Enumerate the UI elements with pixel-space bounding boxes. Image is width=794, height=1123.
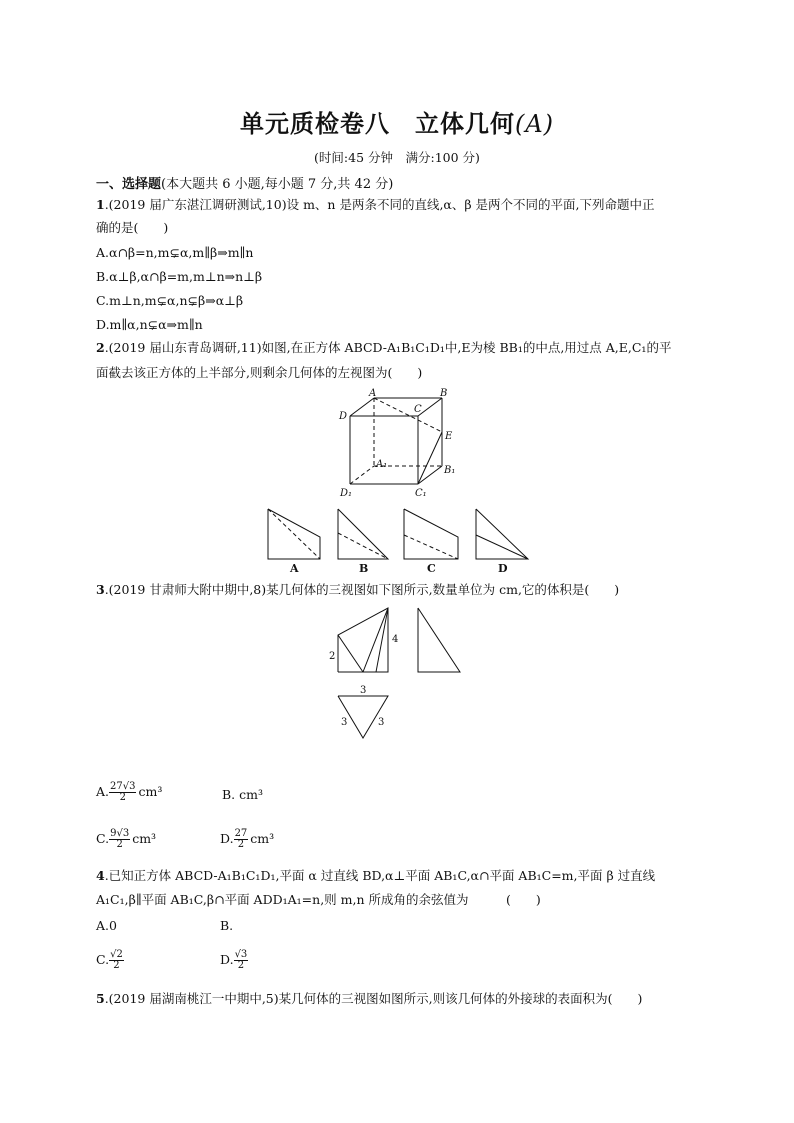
q4-c-den: 2 — [113, 960, 120, 971]
q3-d-label: D. — [220, 831, 234, 846]
q3-a-unit: cm³ — [138, 784, 163, 799]
title-main: 单元质检卷八 立体几何 — [239, 110, 515, 138]
dim-left: 3 — [341, 717, 348, 728]
choice-b-label: B — [359, 562, 369, 575]
choice-c-shape[interactable] — [404, 509, 458, 559]
q3-c-fraction — [109, 829, 130, 850]
q3-option-b[interactable]: B. cm³ — [222, 787, 263, 802]
q4-option-d[interactable] — [220, 950, 250, 971]
choice-b-shape[interactable] — [338, 509, 388, 559]
cube-figure — [336, 386, 466, 502]
q4-option-b[interactable]: B. — [220, 918, 234, 933]
cube-label-e: E — [445, 431, 453, 442]
choice-a-label: A — [290, 562, 299, 575]
q3-a-den: 2 — [119, 792, 126, 803]
q4-d-den: 2 — [237, 960, 245, 971]
q3-c-num: 9√3 — [110, 828, 130, 839]
cube-label-a: A — [369, 388, 377, 399]
q3-text: .(2019 甘肃师大附中期中,8)某几何体的三视图如下图所示,数量单位为 cm,它的体积是( ) — [104, 582, 620, 597]
q3-option-a[interactable] — [96, 782, 162, 803]
q1-line2: 确的是( ) — [96, 220, 169, 235]
three-view-figure — [326, 600, 466, 745]
q5-number: 5 — [96, 991, 105, 1006]
exam-subtitle: (时间:45 分钟 满分:100 分) — [314, 150, 480, 165]
q1-option-a[interactable]: A.α∩β=n,m⊊α,m∥β⇒m∥n — [96, 245, 254, 260]
q2-number: 2 — [96, 340, 105, 355]
section-heading — [96, 173, 393, 192]
choice-d-shape[interactable] — [476, 509, 528, 559]
q2-line2: 面截去该正方体的上半部分,则剩余几何体的左视图为( ) — [96, 365, 423, 380]
q3-c-label: C. — [96, 831, 110, 846]
section-head: 一、选择题 — [96, 177, 162, 192]
cube-label-d1: D₁ — [340, 488, 353, 499]
q3-d-unit: cm³ — [250, 831, 275, 846]
q3-line1 — [96, 581, 619, 599]
q4-d-label: D. — [220, 952, 234, 967]
q4-line2: A₁C₁,β∥平面 AB₁C,β∩平面 ADD₁A₁=n,则 m,n 所成角的余弦值为 ( ) — [96, 892, 541, 907]
q4-c-num: √2 — [110, 949, 123, 960]
q3-d-num: 27 — [234, 828, 248, 839]
q4-text: .已知正方体 ABCD-A₁B₁C₁D₁,平面 α 过直线 BD,α⊥平面 AB₁C,α∩平面 AB₁C=m,平面 β 过直线 — [104, 868, 656, 883]
title-suffix: (A) — [514, 110, 555, 138]
q4-d-fraction — [234, 950, 249, 971]
cube-label-b1: B₁ — [444, 465, 456, 476]
q2-text: .(2019 届山东青岛调研,11)如图,在正方体 ABCD-A₁B₁C₁D₁中,E为棱 BB₁的中点,用过点 A,E,C₁的平 — [104, 340, 672, 355]
q1-text: .(2019 届广东湛江调研测试,10)设 m、n 是两条不同的直线,α、β 是两个不同的平面,下列命题中正 — [104, 197, 655, 212]
q1-option-c[interactable]: C.m⊥n,m⊊α,n⊊β⇒α⊥β — [96, 293, 244, 308]
q4-c-fraction — [109, 950, 124, 971]
dim-front-left: 2 — [329, 651, 336, 662]
q5-text: .(2019 届湖南桃江一中期中,5)某几何体的三视图如图所示,则该几何体的外接球的表面积为( ) — [104, 991, 643, 1006]
cube-label-c: C — [414, 404, 422, 415]
q1-option-d[interactable]: D.m∥α,n⊊α⇒m∥n — [96, 317, 203, 332]
q3-a-label: A. — [96, 784, 110, 799]
q4-option-c[interactable] — [96, 950, 126, 971]
choice-a-shape[interactable] — [268, 509, 320, 559]
q3-option-c[interactable] — [96, 829, 156, 850]
cube-label-b: B — [440, 388, 448, 399]
dim-right: 3 — [378, 717, 385, 728]
cube-label-c1: C₁ — [415, 488, 427, 499]
q2-choices-figure — [260, 505, 540, 575]
page-title — [0, 104, 794, 139]
q1-number: 1 — [96, 197, 105, 212]
q1-line1 — [96, 196, 655, 214]
q4-number: 4 — [96, 868, 105, 883]
q3-c-den: 2 — [116, 839, 123, 850]
q4-c-label: C. — [96, 952, 110, 967]
dim-front-right: 4 — [392, 634, 399, 645]
q4-d-num: √3 — [234, 949, 248, 960]
q3-d-den: 2 — [237, 839, 245, 850]
q4-line1 — [96, 867, 655, 885]
q5-line1 — [96, 990, 642, 1008]
q1-option-b[interactable]: B.α⊥β,α∩β=m,m⊥n⇒n⊥β — [96, 269, 263, 284]
section-rest: (本大题共 6 小题,每小题 7 分,共 42 分) — [161, 177, 394, 192]
cube-label-d: D — [339, 411, 348, 422]
q3-a-num: 27√3 — [110, 781, 136, 792]
q3-option-d[interactable] — [220, 829, 274, 850]
q3-c-unit: cm³ — [132, 831, 157, 846]
cube-label-a1: A₁ — [376, 459, 388, 470]
q3-number: 3 — [96, 582, 105, 597]
q2-line1 — [96, 339, 671, 357]
q3-a-fraction — [109, 782, 136, 803]
dim-top: 3 — [360, 685, 367, 696]
q4-option-a[interactable]: A.0 — [96, 918, 117, 933]
choice-c-label: C — [427, 562, 436, 575]
choice-d-label: D — [498, 562, 508, 575]
q3-d-fraction — [234, 829, 249, 850]
